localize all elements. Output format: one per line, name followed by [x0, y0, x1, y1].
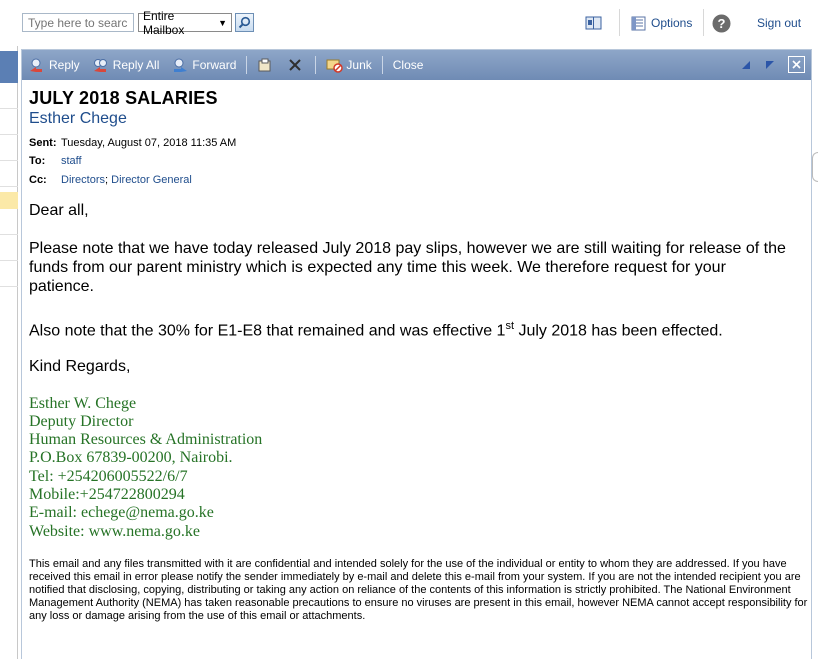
chevron-down-icon: ▼ — [218, 17, 227, 28]
signature-line: P.O.Box 67839-00200, Nairobi. — [29, 449, 233, 466]
search-scope-value: Entire Mailbox — [143, 8, 185, 37]
body-paragraph-line: Please note that we have today released July 2018 pay slips, however we are still waiting for release of the — [29, 240, 786, 257]
close-pane-button[interactable] — [788, 56, 805, 73]
reply-all-label: Reply All — [112, 58, 160, 72]
selected-row-marker — [0, 51, 18, 83]
cc-recipients — [61, 174, 192, 186]
list-row[interactable] — [0, 235, 18, 261]
search-button[interactable] — [235, 13, 254, 32]
body-paragraph-2 — [29, 317, 723, 340]
search-icon — [238, 16, 251, 29]
body-paragraph-line: funds from our parent ministry which is expected any time this week. We therefore request for your — [29, 259, 726, 276]
toolbar-divider — [315, 56, 316, 74]
junk-button[interactable] — [326, 57, 371, 73]
message-toolbar — [22, 50, 811, 80]
close-label: Close — [392, 58, 424, 72]
address-book-button[interactable] — [585, 10, 602, 36]
search-input[interactable] — [22, 13, 134, 32]
cc-separator: ; — [105, 174, 112, 186]
divider — [703, 9, 704, 36]
options-label: Options — [651, 16, 693, 30]
unread-row-marker — [0, 192, 18, 209]
reply-all-icon — [92, 57, 110, 73]
toolbar-divider — [246, 56, 247, 74]
close-icon — [792, 60, 801, 69]
forward-icon — [171, 57, 189, 73]
body-greeting: Dear all, — [29, 202, 89, 219]
para2-text: Also note that the 30% for E1-E8 that remained and was effective 1 — [29, 322, 506, 340]
sign-out-label: Sign out — [757, 16, 802, 30]
signature-line: Tel: +254206005522/6/7 — [29, 468, 188, 485]
options-icon — [631, 16, 646, 31]
svg-text:?: ? — [717, 15, 726, 31]
forward-button[interactable] — [171, 57, 236, 73]
close-button[interactable] — [393, 58, 424, 72]
next-icon[interactable] — [764, 59, 776, 71]
scrollbar-edge[interactable] — [812, 152, 818, 182]
list-row[interactable] — [0, 109, 18, 135]
list-row[interactable] — [0, 161, 18, 187]
message-sender[interactable]: Esther Chege — [29, 110, 127, 127]
top-bar — [0, 0, 818, 46]
signature-website: Website: www.nema.go.ke — [29, 523, 200, 540]
help-button[interactable] — [712, 10, 731, 36]
reply-label: Reply — [49, 58, 80, 72]
to-recipient[interactable]: staff — [61, 155, 82, 167]
signature-line: Mobile:+254722800294 — [29, 486, 185, 503]
disclaimer: This email and any files transmitted with it are confidential and intended solely for the use of the individual or entity to whom they are addressed. If you have received this email in error please notify the sender immediately by e-mail and delete this e-mail from your system. If you are not the intended recipient you are notified that disclosing, copying, distributing or taking any action on reliance of the contents of this information is strictly prohibited. The National Environment Management Authority (NEMA) has taken reasonable precautions to ensure no viruses are present in this email, however NEMA cannot accept responsibility for any loss or damage arising from the use of this email or attachments. — [29, 558, 808, 622]
signature-line: Esther W. Chege — [29, 395, 137, 412]
signature-line: Human Resources & Administration — [29, 431, 263, 448]
list-row[interactable] — [0, 135, 18, 161]
cc-recipient[interactable]: Director General — [111, 174, 192, 186]
body-closing: Kind Regards, — [29, 358, 131, 375]
move-icon — [257, 57, 273, 73]
list-row[interactable] — [0, 209, 18, 235]
options-link[interactable] — [631, 10, 692, 36]
sent-label: Sent: — [29, 137, 57, 149]
address-book-icon — [585, 16, 602, 30]
move-button[interactable] — [257, 57, 276, 73]
search-scope-select[interactable] — [138, 8, 232, 37]
reading-pane — [21, 49, 812, 659]
body-paragraph-line: patience. — [29, 278, 94, 295]
help-icon — [712, 14, 731, 33]
junk-label: Junk — [346, 58, 372, 72]
to-label: To: — [29, 155, 46, 167]
cc-label: Cc: — [29, 174, 47, 186]
message-subject: JULY 2018 SALARIES — [29, 88, 218, 108]
message-list-edge — [0, 46, 18, 659]
junk-icon — [326, 57, 343, 73]
divider — [619, 9, 620, 36]
signature-line: Deputy Director — [29, 413, 134, 430]
reply-icon — [28, 57, 46, 73]
toolbar-divider — [382, 56, 383, 74]
delete-button[interactable] — [288, 58, 305, 72]
para2-text: July 2018 has been effected. — [514, 322, 723, 340]
list-row[interactable] — [0, 83, 18, 109]
reply-button[interactable] — [28, 57, 80, 73]
previous-icon[interactable] — [740, 59, 752, 71]
list-row[interactable] — [0, 261, 18, 287]
sent-value: Tuesday, August 07, 2018 11:35 AM — [61, 137, 237, 149]
forward-label: Forward — [192, 58, 237, 72]
para2-superscript: st — [505, 320, 514, 332]
delete-icon — [288, 58, 302, 72]
signature-email: E-mail: echege@nema.go.ke — [29, 504, 214, 521]
cc-recipient[interactable]: Directors — [61, 174, 106, 186]
toolbar-right — [740, 56, 805, 73]
sign-out-link[interactable] — [757, 10, 801, 36]
reply-all-button[interactable] — [92, 57, 160, 73]
